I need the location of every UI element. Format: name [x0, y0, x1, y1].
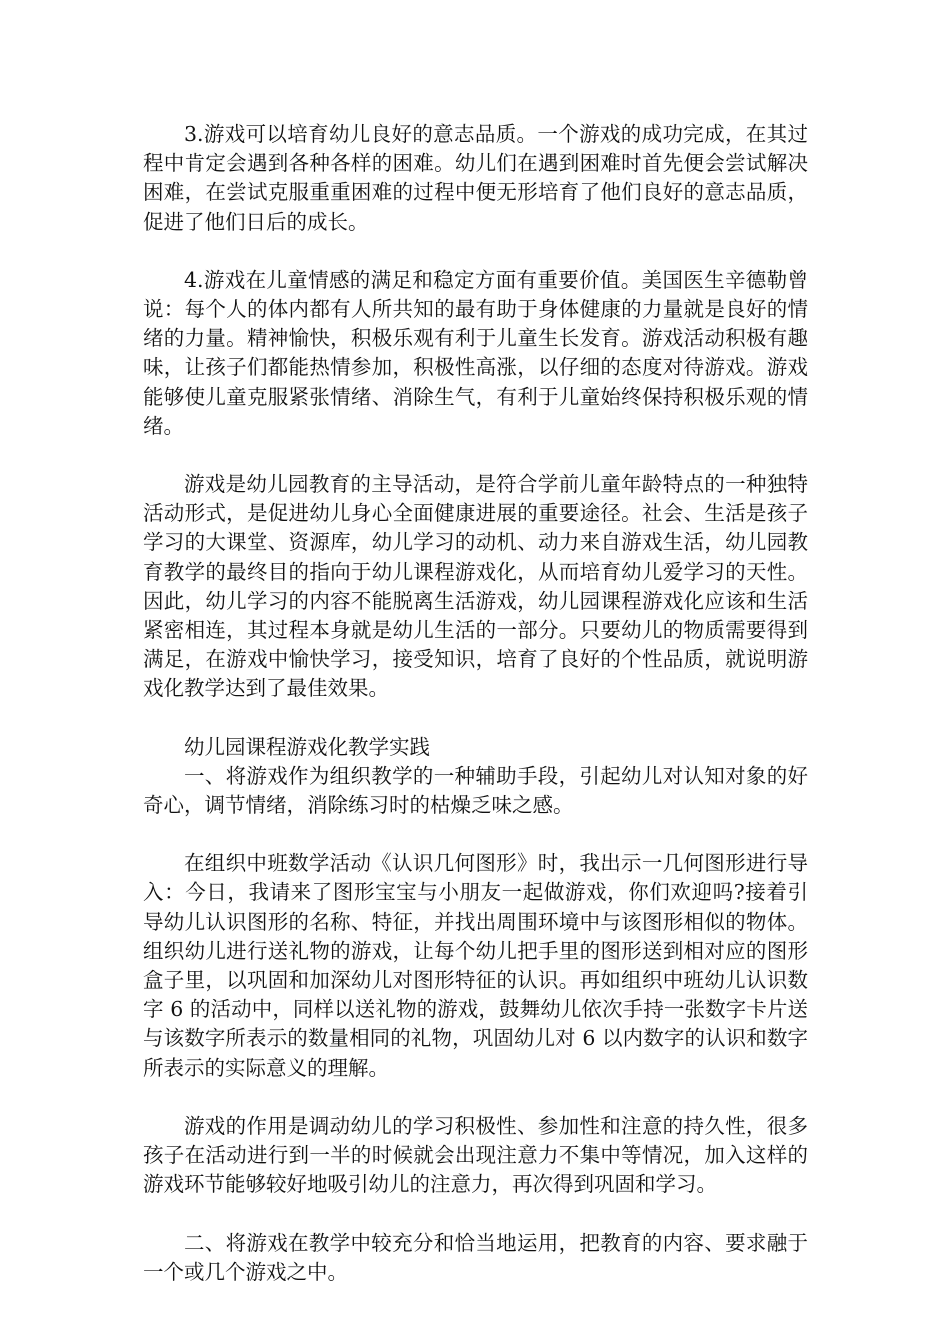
paragraph-emotion: 4.游戏在儿童情感的满足和稳定方面有重要价值。美国医生辛德勒曾说：每个人的体内都有人所共知的最有助于身体健康的力量就是良好的情绪的力量。精神愉快，积极乐观有利于儿童生长发育。游戏活动积极有趣味，让孩子们都能热情参加，积极性高涨，以仔细的态度对待游戏。游戏能够使儿童克服紧张情绪、消除生气，有利于儿童始终保持积极乐观的情绪。 [143, 267, 808, 438]
paragraph-point-one: 一、将游戏作为组织教学的一种辅助手段，引起幼儿对认知对象的好奇心，调节情绪，消除练习时的枯燥乏味之感。 [143, 763, 808, 818]
paragraph-game-effect: 游戏的作用是调动幼儿的学习积极性、参加性和注意的持久性，很多孩子在活动进行到一半的时候就会出现注意力不集中等情况，加入这样的游戏环节能够较好地吸引幼儿的注意力，再次得到巩固和学习。 [143, 1113, 808, 1197]
paragraph-point-two: 二、将游戏在教学中较充分和恰当地运用，把教育的内容、要求融于一个或几个游戏之中。 [143, 1230, 808, 1284]
section-heading: 幼儿园课程游戏化教学实践 [184, 734, 430, 759]
paragraph-willpower: 3.游戏可以培育幼儿良好的意志品质。一个游戏的成功完成，在其过程中肯定会遇到各种各样的困难。幼儿们在遇到困难时首先便会尝试解决困难，在尝试克服重重困难的过程中便无形培育了他们良好的意志品质，促进了他们日后的成长。 [143, 122, 808, 234]
paragraph-geometry-example: 在组织中班数学活动《认识几何图形》时，我出示一几何图形进行导入：今日，我请来了图形宝宝与小朋友一起做游戏，你们欢迎吗?接着引导幼儿认识图形的名称、特征，并找出周围环境中与该图形相似的物体。组织幼儿进行送礼物的游戏，让每个幼儿把手里的图形送到相对应的图形盒子里，以巩固和加深幼儿对图形特征的认识。再如组织中班幼儿认识数字 6 的活动中，同样以送礼物的游戏，鼓舞幼儿依次手持一张数字卡片送与该数字所表示的数量相同的礼物，巩固幼儿对 6 以内数字的认识和数字所表示的实际意义的理解。 [143, 851, 808, 1080]
document-body [143, 120, 808, 1316]
paragraph-game-education: 游戏是幼儿园教育的主导活动，是符合学前儿童年龄特点的一种独特活动形式，是促进幼儿身心全面健康进展的重要途径。社会、生活是孩子学习的大课堂、资源库，幼儿学习的动机、动力来自游戏生活，幼儿园教育教学的最终目的指向于幼儿课程游戏化，从而培育幼儿爱学习的天性。因此，幼儿学习的内容不能脱离生活游戏，幼儿园课程游戏化应该和生活紧密相连，其过程本身就是幼儿生活的一部分。只要幼儿的物质需要得到满足，在游戏中愉快学习，接受知识，培育了良好的个性品质，就说明游戏化教学达到了最佳效果。 [143, 472, 808, 701]
